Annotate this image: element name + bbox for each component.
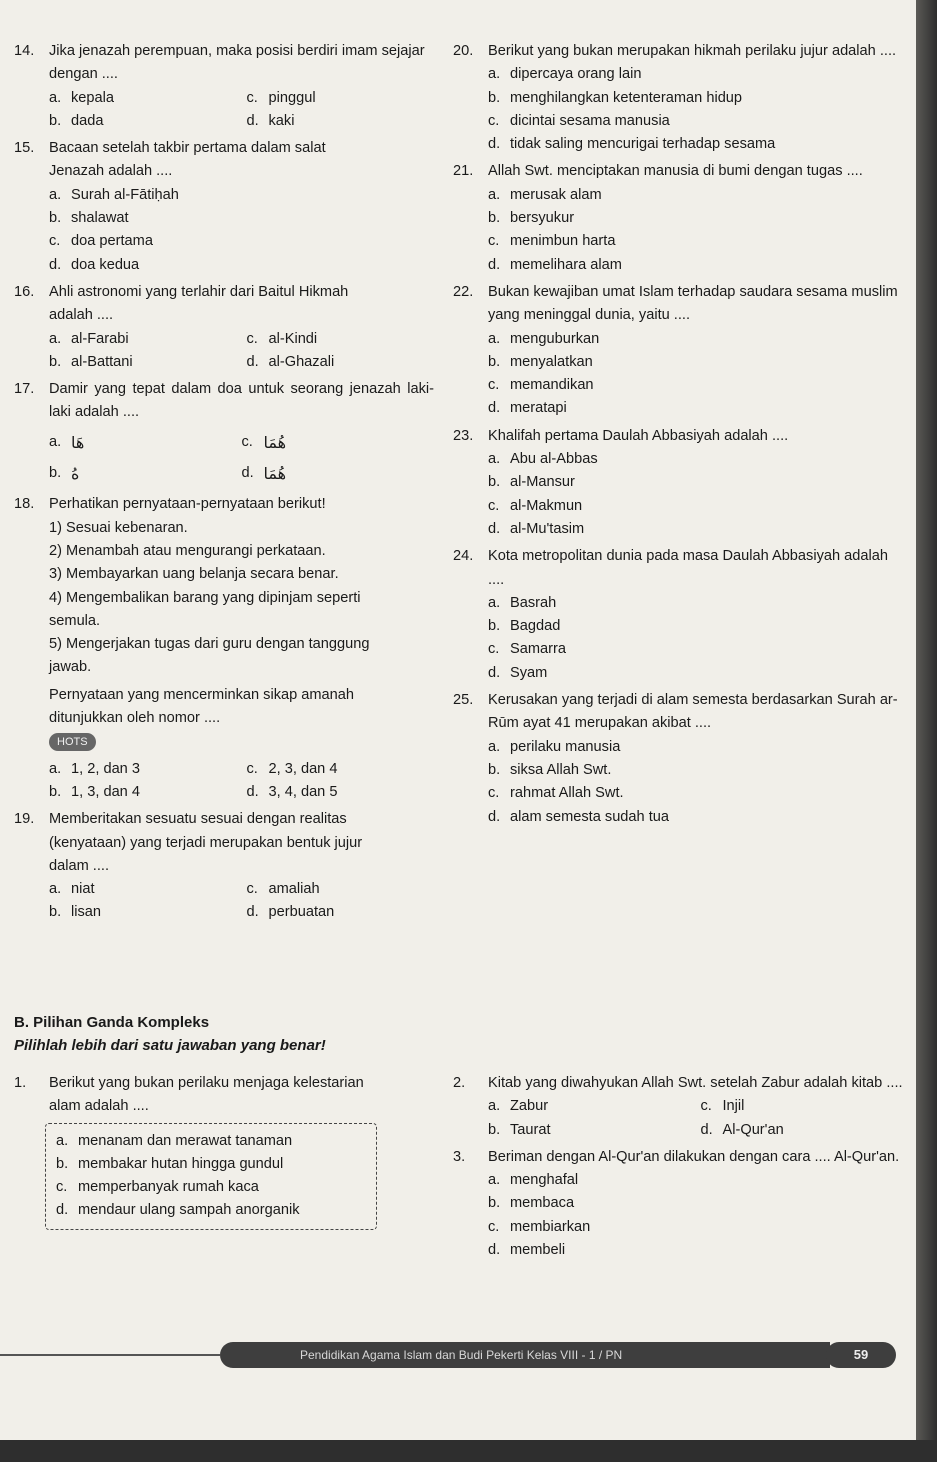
right-column [453, 40, 903, 833]
option-c[interactable]: c. Injil [700, 1098, 745, 1115]
option-b[interactable]: b. menghilangkan ketenteraman hidup [488, 89, 743, 106]
option-c[interactable]: c. membiarkan [488, 1218, 591, 1235]
option-b[interactable]: b. al-Mansur [488, 474, 575, 491]
option-b[interactable]: b. siksa Allah Swt. [488, 761, 612, 778]
option-b[interactable]: b. 1, 3, dan 4 [49, 783, 140, 800]
question-number: 22. [453, 283, 474, 300]
option-b[interactable]: b. shalawat [49, 210, 129, 227]
question-15 [14, 137, 434, 277]
option-b[interactable]: b. membaca [488, 1195, 575, 1212]
section-title: B. Pilihan Ganda Kompleks [14, 1014, 210, 1031]
left-column [14, 40, 434, 929]
statement-item: 2) Menambah atau mengurangi perkataan. [49, 542, 326, 559]
option-c[interactable]: c. Samarra [488, 641, 566, 658]
option-c[interactable]: c. memandikan [488, 377, 594, 394]
option-a[interactable]: a. هَا [49, 432, 85, 452]
option-b[interactable]: b. al-Battani [49, 353, 133, 370]
option-b[interactable]: b. lisan [49, 904, 102, 921]
question-text: Damir yang tepat dalam doa untuk seorang jenazah laki-laki adalah .... [49, 381, 434, 421]
question-text: Berikut yang bukan merupakan hikmah perilaku jujur adalah .... [488, 43, 897, 59]
complex-question-3 [453, 1146, 903, 1262]
question-20 [453, 40, 903, 156]
option-a[interactable]: a. Basrah [488, 594, 557, 611]
question-14 [14, 40, 434, 133]
option-c[interactable]: c. هُمَا [241, 432, 287, 452]
question-text: Kota metropolitan dunia pada masa Daulah Abbasiyah adalah .... [488, 548, 888, 588]
option-b[interactable]: b. dada [49, 112, 104, 129]
question-number: 25. [453, 692, 474, 709]
option-a[interactable]: a. menanam dan merawat tanaman [56, 1132, 293, 1149]
footer-divider [0, 1354, 220, 1356]
section-b-left [14, 1072, 434, 1234]
option-a[interactable]: a. menghafal [488, 1172, 579, 1189]
option-a[interactable]: a. perilaku manusia [488, 738, 621, 755]
option-b[interactable]: b. bersyukur [488, 210, 575, 227]
option-d[interactable]: d. Al-Qur'an [700, 1121, 784, 1138]
option-d[interactable]: d. Syam [488, 664, 548, 681]
background-surface [0, 1440, 937, 1462]
complex-question-2 [453, 1072, 903, 1142]
statement-item: 1) Sesuai kebenaran. [49, 519, 188, 536]
question-number: 21. [453, 163, 474, 180]
option-d[interactable]: d. tidak saling mencurigai terhadap sesama [488, 136, 776, 153]
option-d[interactable]: d. kaki [246, 112, 295, 129]
option-a[interactable]: a. merusak alam [488, 186, 602, 203]
option-c[interactable]: c. dicintai sesama manusia [488, 112, 670, 129]
book-edge [916, 0, 937, 1462]
option-c[interactable]: c. amaliah [246, 881, 320, 898]
question-25 [453, 689, 903, 829]
option-b[interactable]: b. menyalatkan [488, 353, 593, 370]
statement-item: 5) Mengerjakan tugas dari guru dengan tanggung jawab. [49, 636, 370, 676]
complex-question-1 [14, 1072, 434, 1230]
page-number: 59 [826, 1342, 896, 1368]
question-21 [453, 160, 903, 276]
question-number: 2. [453, 1075, 466, 1091]
question-23 [453, 425, 903, 541]
option-c[interactable]: c. memperbanyak rumah kaca [56, 1179, 259, 1196]
question-22 [453, 281, 903, 421]
question-text: Bukan kewajiban umat Islam terhadap saudara sesama muslim yang meninggal dunia, yaitu .... [488, 283, 898, 324]
section-b-right [453, 1072, 903, 1266]
question-stem: Pernyataan yang mencerminkan sikap amanah ditunjukkan oleh nomor .... [49, 686, 355, 727]
option-a[interactable]: a. al-Farabi [49, 330, 129, 347]
section-instruction: Pilihlah lebih dari satu jawaban yang benar! [14, 1037, 326, 1054]
option-c[interactable]: c. al-Makmun [488, 497, 583, 514]
option-a[interactable]: a. Abu al-Abbas [488, 451, 598, 468]
option-d[interactable]: d. doa kedua [49, 256, 140, 273]
question-16 [14, 281, 434, 374]
question-text: Bacaan setelah takbir pertama dalam salat Jenazah adalah .... [49, 140, 326, 180]
statement-item: 4) Mengembalikan barang yang dipinjam seperti semula. [49, 589, 361, 629]
option-a[interactable]: a. menguburkan [488, 330, 600, 347]
option-a[interactable]: a. Zabur [488, 1098, 549, 1115]
option-d[interactable]: d. al-Ghazali [246, 353, 335, 370]
question-text: Ahli astronomi yang terlahir dari Baitul Hikmah adalah .... [49, 283, 349, 324]
options-box [45, 1123, 377, 1230]
question-text: Memberitakan sesuatu sesuai dengan realitas (kenyataan) yang terjadi merupakan bentuk jujur dalam .... [49, 811, 363, 874]
option-b[interactable]: b. Bagdad [488, 618, 561, 635]
option-a[interactable]: a. 1, 2, dan 3 [49, 760, 140, 777]
question-18 [14, 493, 434, 804]
question-text: Jika jenazah perempuan, maka posisi berdiri imam sejajar dengan .... [49, 43, 425, 83]
question-text: Beriman dengan Al-Qur'an dilakukan dengan cara .... Al-Qur'an. [488, 1148, 900, 1165]
question-number: 18. [14, 496, 35, 513]
question-text: Berikut yang bukan perilaku menjaga kelestarian alam adalah .... [49, 1075, 364, 1115]
question-number: 3. [453, 1148, 466, 1165]
question-number: 17. [14, 381, 35, 398]
option-a[interactable]: a. dipercaya orang lain [488, 66, 642, 83]
option-a[interactable]: a. kepala [49, 89, 115, 106]
question-text: Kerusakan yang terjadi di alam semesta berdasarkan Surah ar-Rūm ayat 41 merupakan akibat .... [488, 692, 898, 732]
option-d[interactable]: d. mendaur ulang sampah anorganik [56, 1202, 300, 1219]
option-d[interactable]: d. memelihara alam [488, 256, 622, 273]
footer-text: Pendidikan Agama Islam dan Budi Pekerti Kelas VIII - 1 / PN [300, 1348, 623, 1362]
option-a[interactable]: a. niat [49, 881, 95, 898]
question-number: 20. [453, 43, 474, 59]
option-d[interactable]: d. alam semesta sudah tua [488, 808, 669, 825]
option-d[interactable]: d. perbuatan [246, 904, 335, 921]
page-footer [0, 1338, 916, 1372]
option-d[interactable]: d. meratapi [488, 400, 567, 417]
option-b[interactable]: b. membakar hutan hingga gundul [56, 1155, 284, 1172]
question-24 [453, 545, 903, 685]
question-number: 19. [14, 811, 35, 828]
option-c[interactable]: c. doa pertama [49, 233, 153, 250]
option-b[interactable]: b. هُ [49, 464, 80, 484]
question-text: Perhatikan pernyataan-pernyataan berikut! [49, 496, 326, 513]
option-a[interactable]: a. Surah al-Fātiḥah [49, 186, 179, 203]
question-number: 1. [14, 1075, 27, 1091]
question-number: 16. [14, 283, 35, 300]
hots-badge: HOTS [49, 733, 96, 751]
option-d[interactable]: d. هُمَا [241, 464, 287, 484]
question-17 [14, 378, 434, 487]
option-d[interactable]: d. membeli [488, 1242, 566, 1259]
option-c[interactable]: c. pinggul [246, 89, 316, 106]
option-d[interactable]: d. al-Mu'tasim [488, 520, 585, 537]
statement-item: 3) Membayarkan uang belanja secara benar. [49, 566, 339, 583]
question-text: Kitab yang diwahyukan Allah Swt. setelah Zabur adalah kitab .... [488, 1075, 903, 1091]
question-number: 23. [453, 427, 474, 444]
option-d[interactable]: d. 3, 4, dan 5 [246, 783, 338, 800]
section-b [14, 1014, 894, 1054]
option-c[interactable]: c. al-Kindi [246, 330, 318, 347]
option-c[interactable]: c. rahmat Allah Swt. [488, 785, 624, 802]
question-text: Khalifah pertama Daulah Abbasiyah adalah .... [488, 427, 789, 444]
option-c[interactable]: c. menimbun harta [488, 233, 616, 250]
option-c[interactable]: c. 2, 3, dan 4 [246, 760, 338, 777]
question-number: 15. [14, 140, 35, 157]
question-19 [14, 808, 434, 924]
option-b[interactable]: b. Taurat [488, 1121, 551, 1138]
question-text: Allah Swt. menciptakan manusia di bumi dengan tugas .... [488, 163, 863, 180]
question-number: 14. [14, 43, 35, 59]
question-number: 24. [453, 548, 474, 565]
